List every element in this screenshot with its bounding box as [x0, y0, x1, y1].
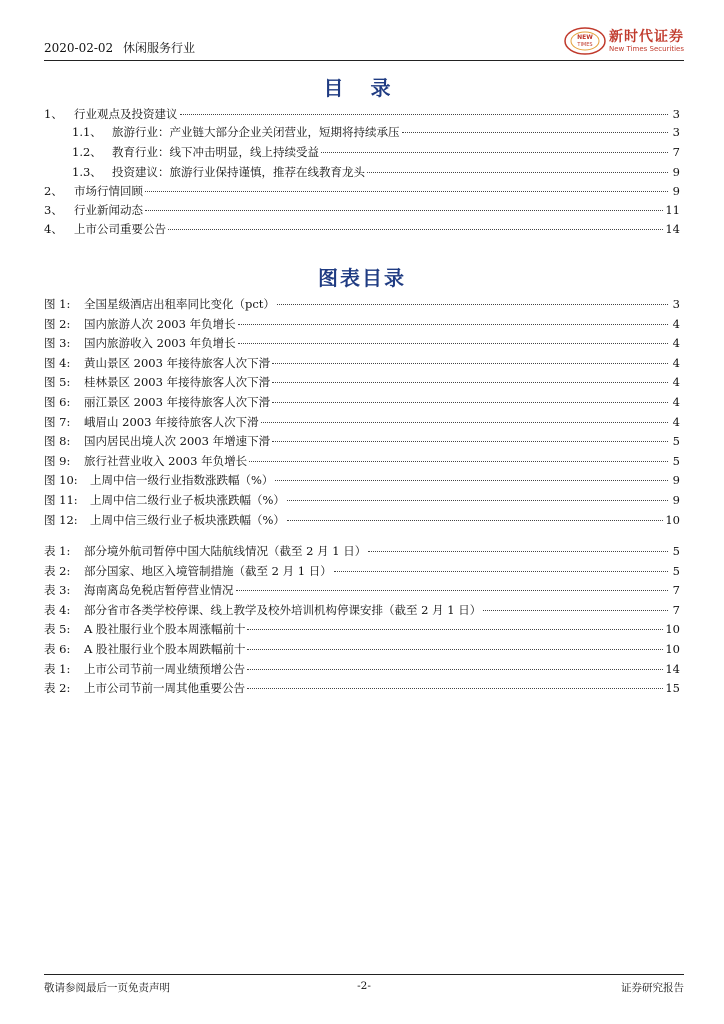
- logo-cn: 新时代证券: [609, 28, 684, 45]
- entry-number: 1、: [44, 107, 63, 121]
- entry-number: 图 12:: [44, 512, 78, 527]
- entry-page: 3: [672, 125, 680, 139]
- dot-leader: [238, 324, 668, 325]
- entry-number: 图 1:: [44, 297, 71, 311]
- entry-number: 表 6:: [44, 642, 71, 656]
- entry-label: 部分省市各类学校停课、线上教学及校外培训机构停课安排（截至 2 月 1 日）: [84, 602, 482, 617]
- dot-leader: [247, 649, 663, 650]
- figure-entry[interactable]: [44, 335, 680, 351]
- toc-entry[interactable]: [44, 202, 680, 218]
- page-number: -2-: [357, 980, 371, 992]
- entry-label: 桂林景区 2003 年接待旅客人次下滑: [84, 375, 271, 390]
- dot-leader: [261, 422, 668, 423]
- entry-page: 5: [672, 544, 680, 558]
- table-entry[interactable]: [44, 621, 680, 637]
- svg-text:TIMES: TIMES: [577, 42, 593, 48]
- entry-number: 图 5:: [44, 375, 71, 390]
- table-entry[interactable]: [44, 563, 680, 579]
- figure-entry[interactable]: [44, 433, 680, 449]
- entry-page: 14: [665, 661, 680, 676]
- figure-entry[interactable]: [44, 394, 680, 410]
- entry-page: 4: [672, 355, 680, 370]
- entry-label: 行业观点及投资建议: [74, 107, 178, 121]
- entry-page: 3: [672, 297, 680, 311]
- dot-leader: [367, 172, 668, 173]
- entry-page: 7: [672, 602, 680, 617]
- entry-number: 表 3:: [44, 583, 71, 598]
- entry-label: 国内旅游人次 2003 年负增长: [84, 316, 236, 331]
- dot-leader: [272, 402, 668, 403]
- dot-leader: [247, 629, 663, 630]
- entry-label: 上周中信三级行业子板块涨跌幅（%）: [90, 512, 285, 527]
- entry-page: 5: [672, 453, 680, 468]
- dot-leader: [272, 441, 668, 442]
- figure-entry[interactable]: [44, 355, 680, 371]
- header-left: [44, 39, 201, 56]
- logo-en: New Times Securities: [609, 44, 684, 53]
- entry-page: 4: [672, 395, 680, 409]
- entry-page: 9: [672, 473, 680, 488]
- entry-number: 图 3:: [44, 336, 71, 351]
- table-entry[interactable]: [44, 582, 680, 598]
- entry-label: 上周中信二级行业子板块涨跌幅（%）: [90, 493, 285, 507]
- toc-entry[interactable]: [72, 124, 680, 140]
- entry-label: 国内居民出境人次 2003 年增速下滑: [84, 434, 271, 449]
- entry-label: 教育行业：线下冲击明显，线上持续受益: [112, 145, 319, 159]
- dot-leader: [368, 551, 668, 552]
- dot-leader: [272, 363, 668, 364]
- entry-number: 图 10:: [44, 473, 78, 488]
- entry-page: 9: [672, 184, 680, 198]
- entry-number: 1.2、: [72, 145, 102, 159]
- entry-label: A 股社服行业个股本周跌幅前十: [84, 642, 246, 656]
- toc-title: 目 录: [323, 76, 401, 100]
- toc-entry[interactable]: [44, 183, 680, 199]
- entry-page: 10: [665, 622, 680, 637]
- entry-number: 图 9:: [44, 453, 71, 468]
- entry-number: 图 8:: [44, 434, 71, 449]
- dot-leader: [180, 114, 669, 115]
- dot-leader: [334, 571, 668, 572]
- entry-label: 上市公司重要公告: [74, 222, 166, 236]
- figure-entry[interactable]: [44, 316, 680, 332]
- figure-entry[interactable]: [44, 374, 680, 390]
- entry-label: 市场行情回顾: [74, 184, 143, 198]
- dot-leader: [272, 382, 668, 383]
- company-logo: [563, 26, 684, 56]
- report-type: 证券研究报告: [621, 982, 684, 994]
- dot-leader: [483, 610, 668, 611]
- entry-label: 旅游行业：产业链大部分企业关闭营业，短期将持续承压: [112, 125, 400, 139]
- entry-label: 上周中信一级行业指数涨跌幅（%）: [90, 473, 274, 488]
- page-header: [44, 28, 684, 61]
- dot-leader: [168, 229, 663, 230]
- entry-label: 黄山景区 2003 年接待旅客人次下滑: [84, 355, 271, 370]
- entry-page: 3: [672, 107, 680, 121]
- dot-leader: [277, 304, 668, 305]
- figure-entry[interactable]: [44, 453, 680, 469]
- entry-page: 10: [665, 642, 680, 656]
- entry-page: 4: [672, 316, 680, 331]
- dot-leader: [145, 191, 668, 192]
- figures-title: 图表目录: [318, 266, 406, 290]
- entry-label: 峨眉山 2003 年接待旅客人次下滑: [84, 414, 259, 429]
- industry-name: 休闲服务行业: [123, 41, 196, 55]
- svg-text:NEW: NEW: [577, 34, 593, 41]
- figure-entry[interactable]: [44, 472, 680, 488]
- entry-number: 4、: [44, 222, 63, 236]
- entry-label: A 股社服行业个股本周涨幅前十: [84, 622, 246, 637]
- entry-number: 表 2:: [44, 681, 71, 696]
- disclaimer-note: 敬请参阅最后一页免责声明: [44, 982, 170, 994]
- entry-number: 表 1:: [44, 544, 71, 558]
- entry-page: 10: [665, 512, 680, 527]
- figure-entry[interactable]: [44, 296, 680, 312]
- entry-number: 表 4:: [44, 602, 71, 617]
- entry-page: 7: [672, 583, 680, 598]
- entry-page: 9: [672, 493, 680, 507]
- dot-leader: [287, 520, 663, 521]
- entry-label: 投资建议：旅游行业保持谨慎，推荐在线教育龙头: [112, 165, 365, 179]
- entry-label: 海南离岛免税店暂停营业情况: [84, 583, 234, 598]
- toc-entry[interactable]: [72, 164, 680, 180]
- entry-label: 国内旅游收入 2003 年负增长: [84, 336, 236, 351]
- dot-leader: [402, 132, 669, 133]
- table-entry[interactable]: [44, 680, 680, 696]
- report-date: 2020-02-02: [44, 41, 114, 55]
- entry-label: 行业新闻动态: [74, 203, 143, 217]
- entry-page: 11: [665, 203, 680, 217]
- entry-number: 图 7:: [44, 414, 71, 429]
- entry-page: 4: [672, 375, 680, 390]
- entry-page: 15: [665, 681, 680, 696]
- table-entry[interactable]: [44, 661, 680, 677]
- dot-leader: [247, 669, 663, 670]
- dot-leader: [238, 343, 668, 344]
- entry-number: 表 1:: [44, 661, 71, 676]
- entry-label: 上市公司节前一周业绩预增公告: [84, 661, 245, 676]
- entry-number: 1.3、: [72, 165, 102, 179]
- figure-entry[interactable]: [44, 512, 680, 528]
- entry-label: 上市公司节前一周其他重要公告: [84, 681, 245, 696]
- toc-entry[interactable]: [72, 144, 680, 160]
- dot-leader: [236, 590, 669, 591]
- table-entry[interactable]: [44, 543, 680, 559]
- dot-leader: [249, 461, 668, 462]
- entry-label: 部分国家、地区入境管制措施（截至 2 月 1 日）: [84, 563, 332, 578]
- entry-number: 表 5:: [44, 622, 71, 637]
- entry-page: 14: [665, 222, 680, 236]
- entry-label: 旅行社营业收入 2003 年负增长: [84, 453, 248, 468]
- entry-page: 4: [672, 336, 680, 351]
- entry-number: 图 2:: [44, 316, 71, 331]
- table-entry[interactable]: [44, 602, 680, 618]
- entry-page: 4: [672, 414, 680, 429]
- entry-page: 9: [672, 165, 680, 179]
- figure-entry[interactable]: [44, 492, 680, 508]
- entry-number: 1.1、: [72, 125, 102, 139]
- entry-number: 图 11:: [44, 493, 78, 507]
- figure-entry[interactable]: [44, 414, 680, 430]
- page-footer: [44, 974, 684, 995]
- dot-leader: [275, 480, 668, 481]
- entry-page: 5: [672, 434, 680, 449]
- entry-page: 5: [672, 563, 680, 578]
- entry-number: 3、: [44, 203, 63, 217]
- entry-number: 表 2:: [44, 563, 71, 578]
- entry-label: 全国星级酒店出租率同比变化（pct）: [84, 297, 275, 311]
- logo-icon: [563, 26, 607, 56]
- toc-entry[interactable]: [44, 221, 680, 237]
- entry-label: 丽江景区 2003 年接待旅客人次下滑: [84, 395, 271, 409]
- dot-leader: [247, 688, 663, 689]
- toc-entry[interactable]: [44, 106, 680, 122]
- dot-leader: [321, 152, 668, 153]
- entry-number: 2、: [44, 184, 63, 198]
- entry-label: 部分境外航司暂停中国大陆航线情况（截至 2 月 1 日）: [84, 544, 367, 558]
- table-entry[interactable]: [44, 641, 680, 657]
- dot-leader: [145, 210, 663, 211]
- entry-number: 图 4:: [44, 355, 71, 370]
- dot-leader: [287, 500, 668, 501]
- entry-page: 7: [672, 145, 680, 159]
- entry-number: 图 6:: [44, 395, 71, 409]
